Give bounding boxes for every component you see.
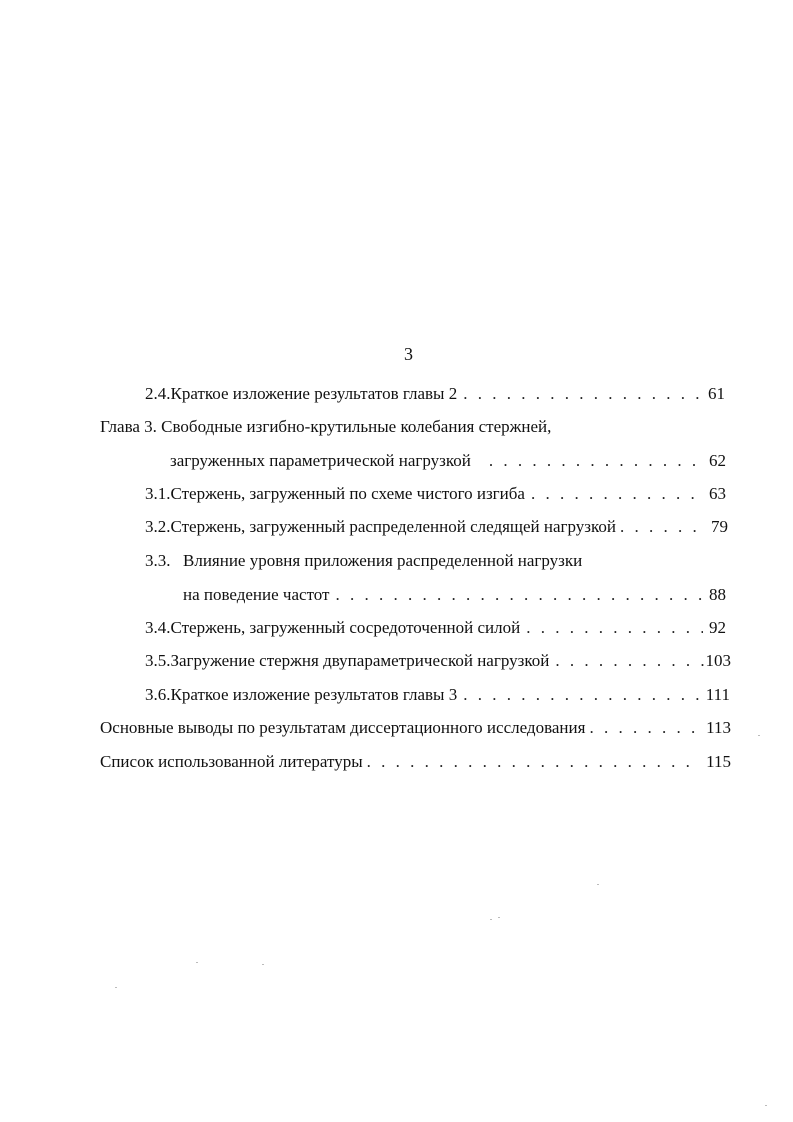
toc-entry-references	[100, 751, 731, 773]
toc-entry-page: 111	[705, 685, 730, 704]
dot-leader	[489, 450, 703, 472]
toc-entry-page: 63	[709, 484, 726, 503]
scan-speck	[115, 987, 117, 988]
dot-leader	[620, 516, 707, 538]
toc-entry-2-4	[145, 383, 725, 405]
toc-entry-title: Список использованной литературы	[100, 752, 363, 771]
toc-entry-page: 113	[706, 718, 731, 737]
toc-entry-page: 92	[709, 618, 726, 637]
toc-entry-3-1	[145, 483, 726, 505]
toc-entry-3-6	[145, 684, 730, 706]
dot-leader	[335, 584, 703, 606]
toc-entry-title: Загружение стержня двупараметрической нагрузкой	[170, 651, 550, 670]
scan-speck	[765, 1105, 767, 1106]
toc-entry-number: 2.4.	[145, 384, 171, 403]
toc-entry-title: на поведение частот	[183, 585, 330, 604]
scan-speck	[490, 919, 492, 920]
toc-entry-title: Стержень, загруженный распределенной следящей нагрузкой	[170, 517, 617, 536]
toc-entry-conclusions	[100, 717, 731, 739]
toc-entry-number: 3.1.	[145, 484, 171, 503]
toc-entry-number: 3.2.	[145, 517, 171, 536]
toc-entry-page: 115	[706, 752, 731, 771]
dot-leader	[367, 751, 696, 773]
dot-leader	[463, 684, 704, 706]
toc-entry-3-4	[145, 617, 726, 639]
toc-entry-title: Краткое изложение результатов главы 2	[170, 384, 458, 403]
scan-speck	[196, 962, 198, 963]
toc-entry-title: Стержень, загруженный сосредоточенной силой	[170, 618, 521, 637]
dot-leader	[526, 617, 703, 639]
toc-chapter-3-continuation	[170, 450, 726, 472]
toc-entry-title: Глава 3. Свободные изгибно-крутильные колебания стержней,	[100, 417, 552, 436]
scan-speck	[498, 917, 500, 918]
toc-entry-title: Основные выводы по результатам диссертационного исследования	[100, 718, 586, 737]
toc-chapter-3-heading	[100, 416, 720, 438]
dot-leader	[531, 483, 703, 505]
toc-entry-number: 3.6.	[145, 685, 171, 704]
toc-entry-title: Краткое изложение результатов главы 3	[170, 685, 458, 704]
toc-entry-3-3-continuation	[183, 584, 726, 606]
dot-leader	[463, 383, 702, 405]
page-number: 3	[404, 344, 413, 364]
scan-speck	[597, 884, 599, 885]
scan-speck	[262, 964, 264, 965]
toc-entry-title: Влияние уровня приложения распределенной нагрузки	[183, 551, 583, 570]
toc-entry-page: 103	[705, 651, 731, 670]
toc-entry-page: 79	[711, 517, 728, 536]
toc-entry-page: 88	[709, 585, 726, 604]
toc-entry-number: 3.4.	[145, 618, 171, 637]
toc-entry-number: 3.5.	[145, 651, 171, 670]
toc-entry-title: загруженных параметрической нагрузкой	[170, 451, 471, 470]
dot-leader	[589, 717, 704, 739]
toc-entry-page: 62	[709, 451, 726, 470]
toc-entry-number: 3.3.	[145, 551, 171, 570]
toc-entry-3-3	[145, 550, 725, 572]
toc-entry-page: 61	[708, 384, 725, 403]
dot-leader	[555, 650, 703, 672]
toc-entry-title: Стержень, загруженный по схеме чистого изгиба	[170, 484, 525, 503]
toc-entry-3-5	[145, 650, 731, 672]
toc-entry-3-2	[145, 516, 728, 538]
scan-speck	[758, 735, 760, 736]
